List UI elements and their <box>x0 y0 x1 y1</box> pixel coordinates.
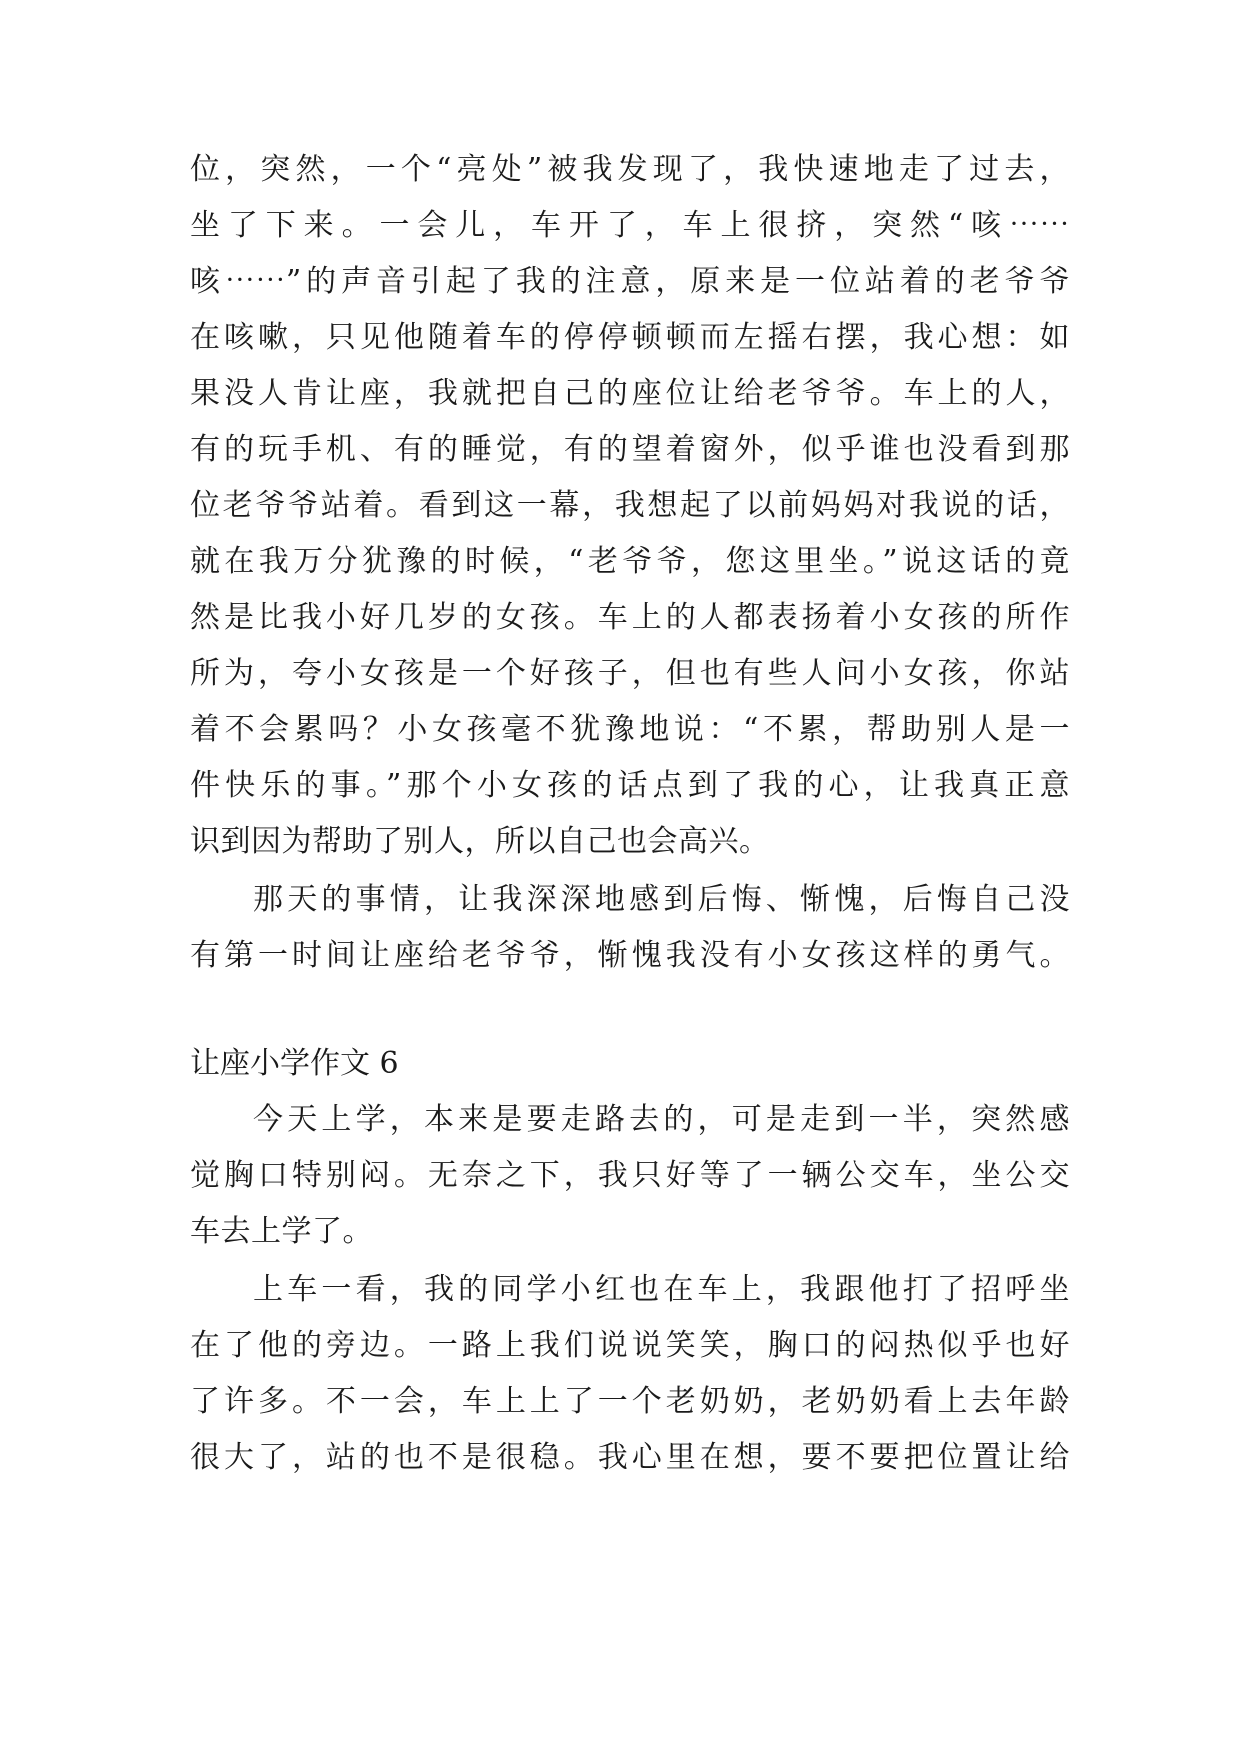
text-line: 车去上学了。 <box>190 1214 373 1249</box>
text-line: 位老爷爷站着。看到这一幕，我想起了以前妈妈对我说的话， <box>190 488 1070 523</box>
text-line: 识到因为帮助了别人，所以自己也会高兴。 <box>190 824 770 859</box>
text-line: 着不会累吗？小女孩毫不犹豫地说：“不累，帮助别人是一 <box>190 712 1070 747</box>
text-line: 很大了，站的也不是很稳。我心里在想，要不要把位置让给 <box>190 1440 1070 1475</box>
text-line: 然是比我小好几岁的女孩。车上的人都表扬着小女孩的所作 <box>190 600 1070 635</box>
text-line: 果没人肯让座，我就把自己的座位让给老爷爷。车上的人， <box>190 376 1070 411</box>
text-line: 有的玩手机、有的睡觉，有的望着窗外，似乎谁也没看到那 <box>190 432 1070 467</box>
text-line: 了许多。不一会，车上上了一个老奶奶，老奶奶看上去年龄 <box>190 1384 1070 1419</box>
text-line: 就在我万分犹豫的时候，“老爷爷，您这里坐。”说这话的竟 <box>190 544 1070 579</box>
text-line: 件快乐的事。”那个小女孩的话点到了我的心，让我真正意 <box>190 768 1070 803</box>
text-line: 有第一时间让座给老爷爷，惭愧我没有小女孩这样的勇气。 <box>190 938 1070 973</box>
text-line: 在了他的旁边。一路上我们说说笑笑，胸口的闷热似乎也好 <box>190 1328 1070 1363</box>
text-line: 在咳嗽，只见他随着车的停停顿顿而左摇右摆，我心想：如 <box>190 320 1070 355</box>
text-line: 坐了下来。一会儿，车开了，车上很挤，突然“咳⋯⋯ <box>190 208 1070 243</box>
text-line: 觉胸口特别闷。无奈之下，我只好等了一辆公交车，坐公交 <box>190 1158 1070 1193</box>
text-line: 咳⋯⋯”的声音引起了我的注意，原来是一位站着的老爷爷 <box>190 264 1070 299</box>
paragraph-first-line: 今天上学，本来是要走路去的，可是走到一半，突然感 <box>253 1102 1070 1137</box>
section-heading: 让座小学作文 6 <box>190 1046 399 1081</box>
paragraph-first-line: 那天的事情，让我深深地感到后悔、惭愧，后悔自己没 <box>253 882 1070 917</box>
text-line: 位，突然，一个“亮处”被我发现了，我快速地走了过去， <box>190 152 1070 187</box>
paragraph-first-line: 上车一看，我的同学小红也在车上，我跟他打了招呼坐 <box>253 1272 1070 1307</box>
text-line: 所为，夸小女孩是一个好孩子，但也有些人问小女孩，你站 <box>190 656 1070 691</box>
